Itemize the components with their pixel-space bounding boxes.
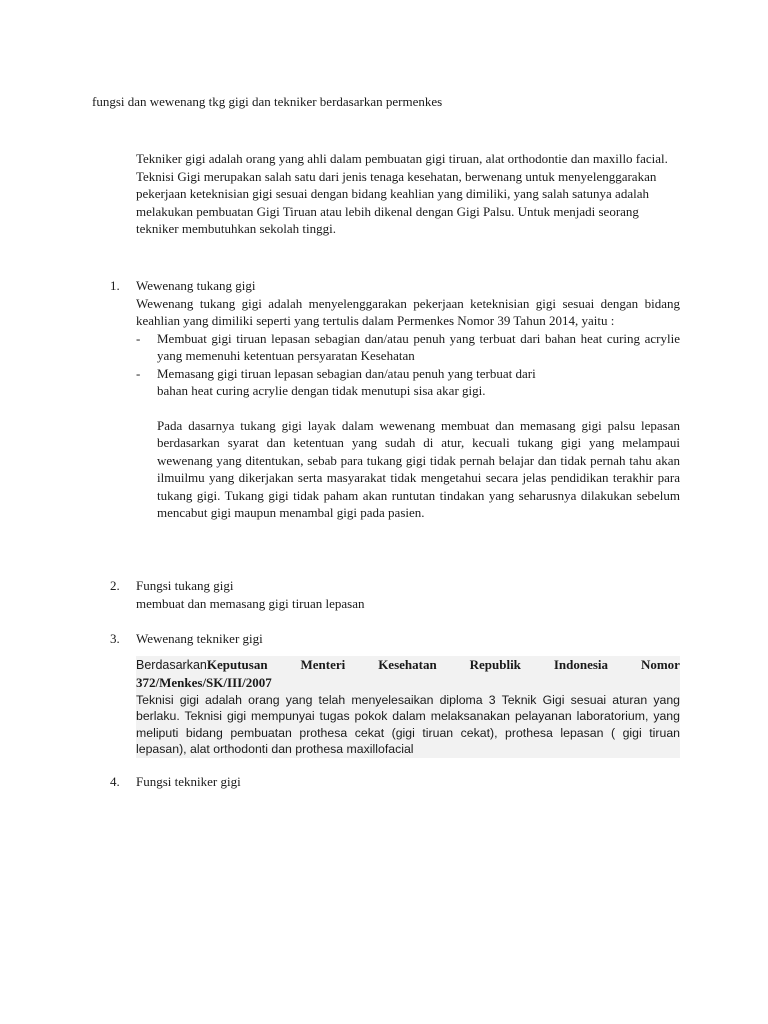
decree-lead: Berdasarkan xyxy=(136,657,207,672)
list-item xyxy=(136,330,680,365)
section-paragraph: membuat dan memasang gigi tiruan lepasan xyxy=(136,595,365,611)
section-4 xyxy=(110,773,680,791)
bullet-text-continued: bahan heat curing acrylie dengan tidak menutupi sisa akar gigi. xyxy=(157,383,486,398)
bullet-dash: - xyxy=(136,330,141,346)
decree-block xyxy=(136,656,680,758)
section-paragraph-2: Pada dasarnya tukang gigi layak dalam wewenang membuat dan memasang gigi palsu lepasan berdasarkan syarat dan ketentuan yang sudah di atur, kecuali tukang gigi yang melampaui wewenang yang ditentukan, sebab para tukang gigi tidak pernah belajar dan tidak pernah tahu akan ilmuilmu yang dikerjakan serta masyarakat tidak mengetahui secara jelas pendidikan terakhir para tukang gigi. Tukang gigi tidak paham akan runtutan tindakan yang seharusnya dilakukan sebelum mencabut gigi maupun menambal gigi pada pasien. xyxy=(157,417,680,520)
section-paragraph: Wewenang tukang gigi adalah menyelenggarakan pekerjaan keteknisian gigi sesuai dengan bidang keahlian yang dimiliki seperti yang tertulis dalam Permenkes Nomor 39 Tahun 2014, yaitu : xyxy=(136,295,680,328)
section-number: 2. xyxy=(110,578,120,593)
decree-word: Keputusan xyxy=(206,656,268,672)
decree-number: 372/Menkes/SK/III/2007 xyxy=(136,675,272,690)
intro-paragraph: Tekniker gigi adalah orang yang ahli dalam pembuatan gigi tiruan, alat orthodontie dan maxillo facial. Teknisi Gigi merupakan salah satu dari jenis tenaga kesehatan, berwenang untuk menyelenggarakan pekerjaan keteknisian gigi sesuai dengan bidang keahlian yang dimiliki, yang salah satunya adalah melakukan pembuatan Gigi Tiruan atau lebih dikenal dengan Gigi Palsu. Untuk menjadi seorang tekniker membutuhkan sekolah tinggi. xyxy=(136,151,668,236)
decree-line xyxy=(136,656,680,675)
section-title: Wewenang tekniker gigi xyxy=(136,631,263,646)
section-number: 4. xyxy=(110,774,120,789)
section-number: 1. xyxy=(110,278,120,293)
decree-word: Indonesia xyxy=(553,656,609,672)
section-title: Fungsi tukang gigi xyxy=(136,578,234,593)
section-1 xyxy=(110,277,680,522)
section-paragraph: Teknisi gigi adalah orang yang telah menyelesaikan diploma 3 Teknik Gigi sesuai aturan yang berlaku. Teknisi gigi mempunyai tugas pokok dalam melaksanakan pelayanan laboratorium, yang meliputi bidang pembuatan prothesa cekat (gigi tiruan cekat), prothesa lepasan ( gigi tiruan lepasan), alat orthodonti dan prothesa maxillofacial xyxy=(136,692,680,756)
list-item xyxy=(136,365,680,400)
section-title: Fungsi tekniker gigi xyxy=(136,774,241,789)
section-number: 3. xyxy=(110,631,120,646)
document-title: fungsi dan wewenang tkg gigi dan tekniker berdasarkan permenkes xyxy=(92,94,443,109)
decree-word: Republik xyxy=(469,656,521,672)
decree-word: Menteri xyxy=(300,656,346,672)
bullet-dash: - xyxy=(136,365,141,381)
decree-word: Nomor xyxy=(640,656,680,672)
section-2 xyxy=(110,577,680,612)
bullet-text: Memasang gigi tiruan lepasan sebagian dan/atau penuh yang terbuat dari xyxy=(157,365,536,381)
decree-word: Kesehatan xyxy=(378,656,437,672)
bullet-text: Membuat gigi tiruan lepasan sebagian dan/atau penuh yang terbuat dari bahan heat curing acrylie yang memenuhi ketentuan persyaratan Kesehatan xyxy=(157,330,680,363)
section-3 xyxy=(110,630,680,758)
section-title: Wewenang tukang gigi xyxy=(136,278,256,293)
bullet-list xyxy=(136,330,680,400)
